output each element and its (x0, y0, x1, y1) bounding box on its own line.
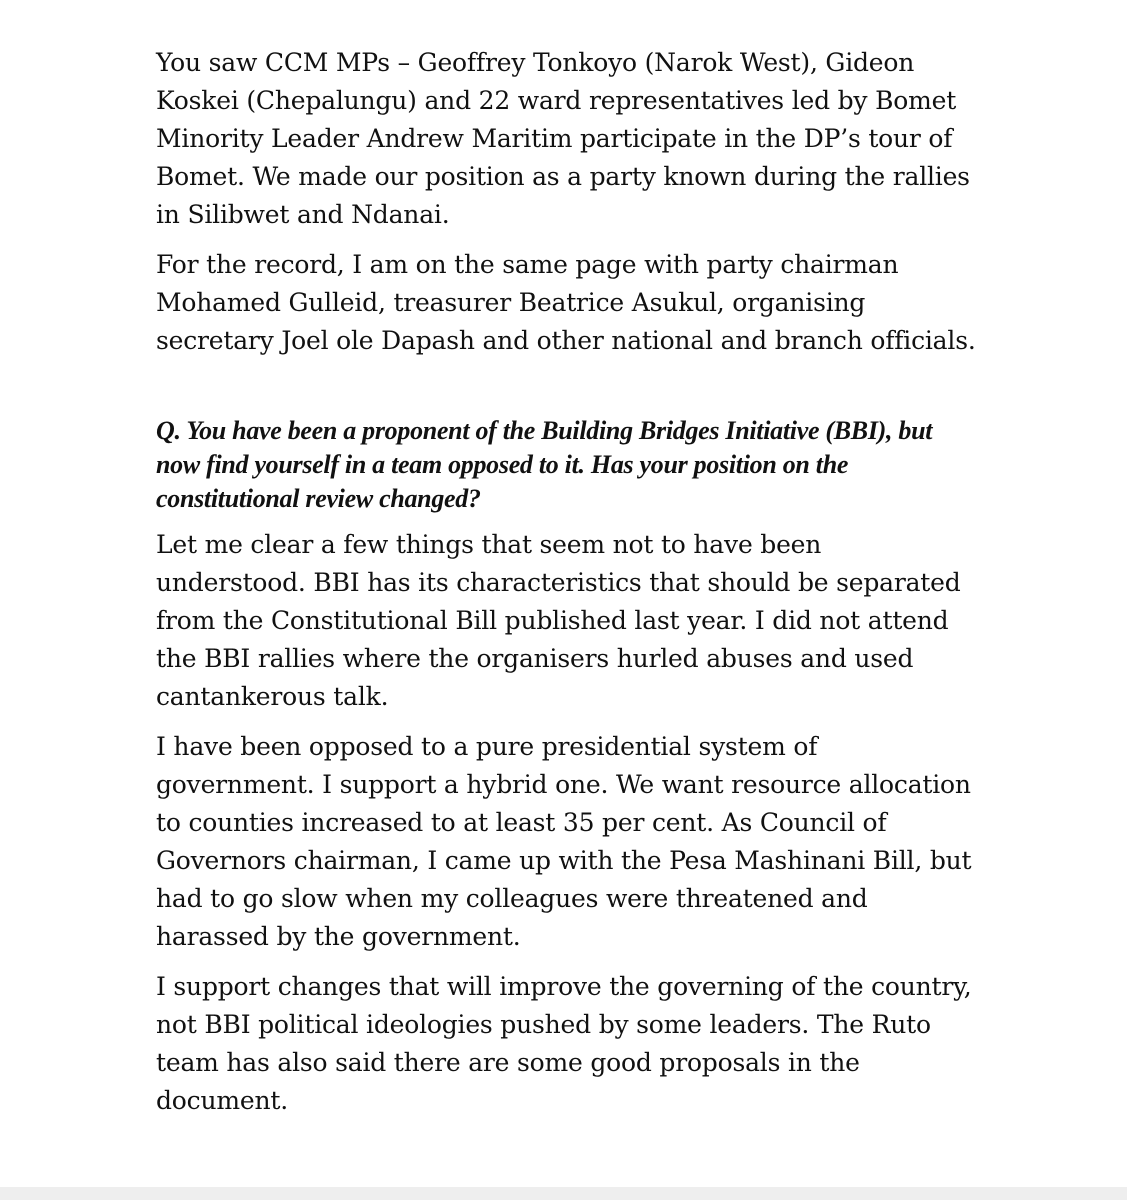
answer-paragraph-changes: I support changes that will improve the governing of the country, not BBI political ideologies pushed by some leaders. The Ruto team has also said there are some good proposals in the document. (156, 972, 972, 1115)
paragraph-ccm-mps: You saw CCM MPs – Geoffrey Tonkoyo (Narok West), Gideon Koskei (Chepalungu) and 22 ward representatives led by Bomet Minority Leader Andrew Maritim participate in the DP’s tour of Bomet. We made our position as a party known during the rallies in Silibwet and Ndanai. (156, 48, 970, 229)
interview-question: Q. You have been a proponent of the Building Bridges Initiative (BBI), but now find yourself in a team opposed to it. Has your position on the constitutional review changed? (156, 416, 933, 513)
answer-paragraph-bbi: Let me clear a few things that seem not to have been understood. BBI has its characteristics that should be separated from the Constitutional Bill published last year. I did not attend the BBI rallies where the organisers hurled abuses and used cantankerous talk. (156, 530, 961, 711)
answer-paragraph-presidential-system: I have been opposed to a pure presidential system of government. I support a hybrid one. We want resource allocation to counties increased to at least 35 per cent. As Council of Governors chairman, I came up with the Pesa Mashinani Bill, but had to go slow when my colleagues were threatened and harassed by the government. (156, 732, 972, 951)
paragraph-party-officials: For the record, I am on the same page with party chairman Mohamed Gulleid, treasurer Beatrice Asukul, organising secretary Joel ole Dapash and other national and branch officials. (156, 250, 976, 355)
section-spacer (156, 372, 976, 414)
article-body (156, 44, 976, 1132)
bottom-scroll-bar (0, 1187, 1127, 1200)
